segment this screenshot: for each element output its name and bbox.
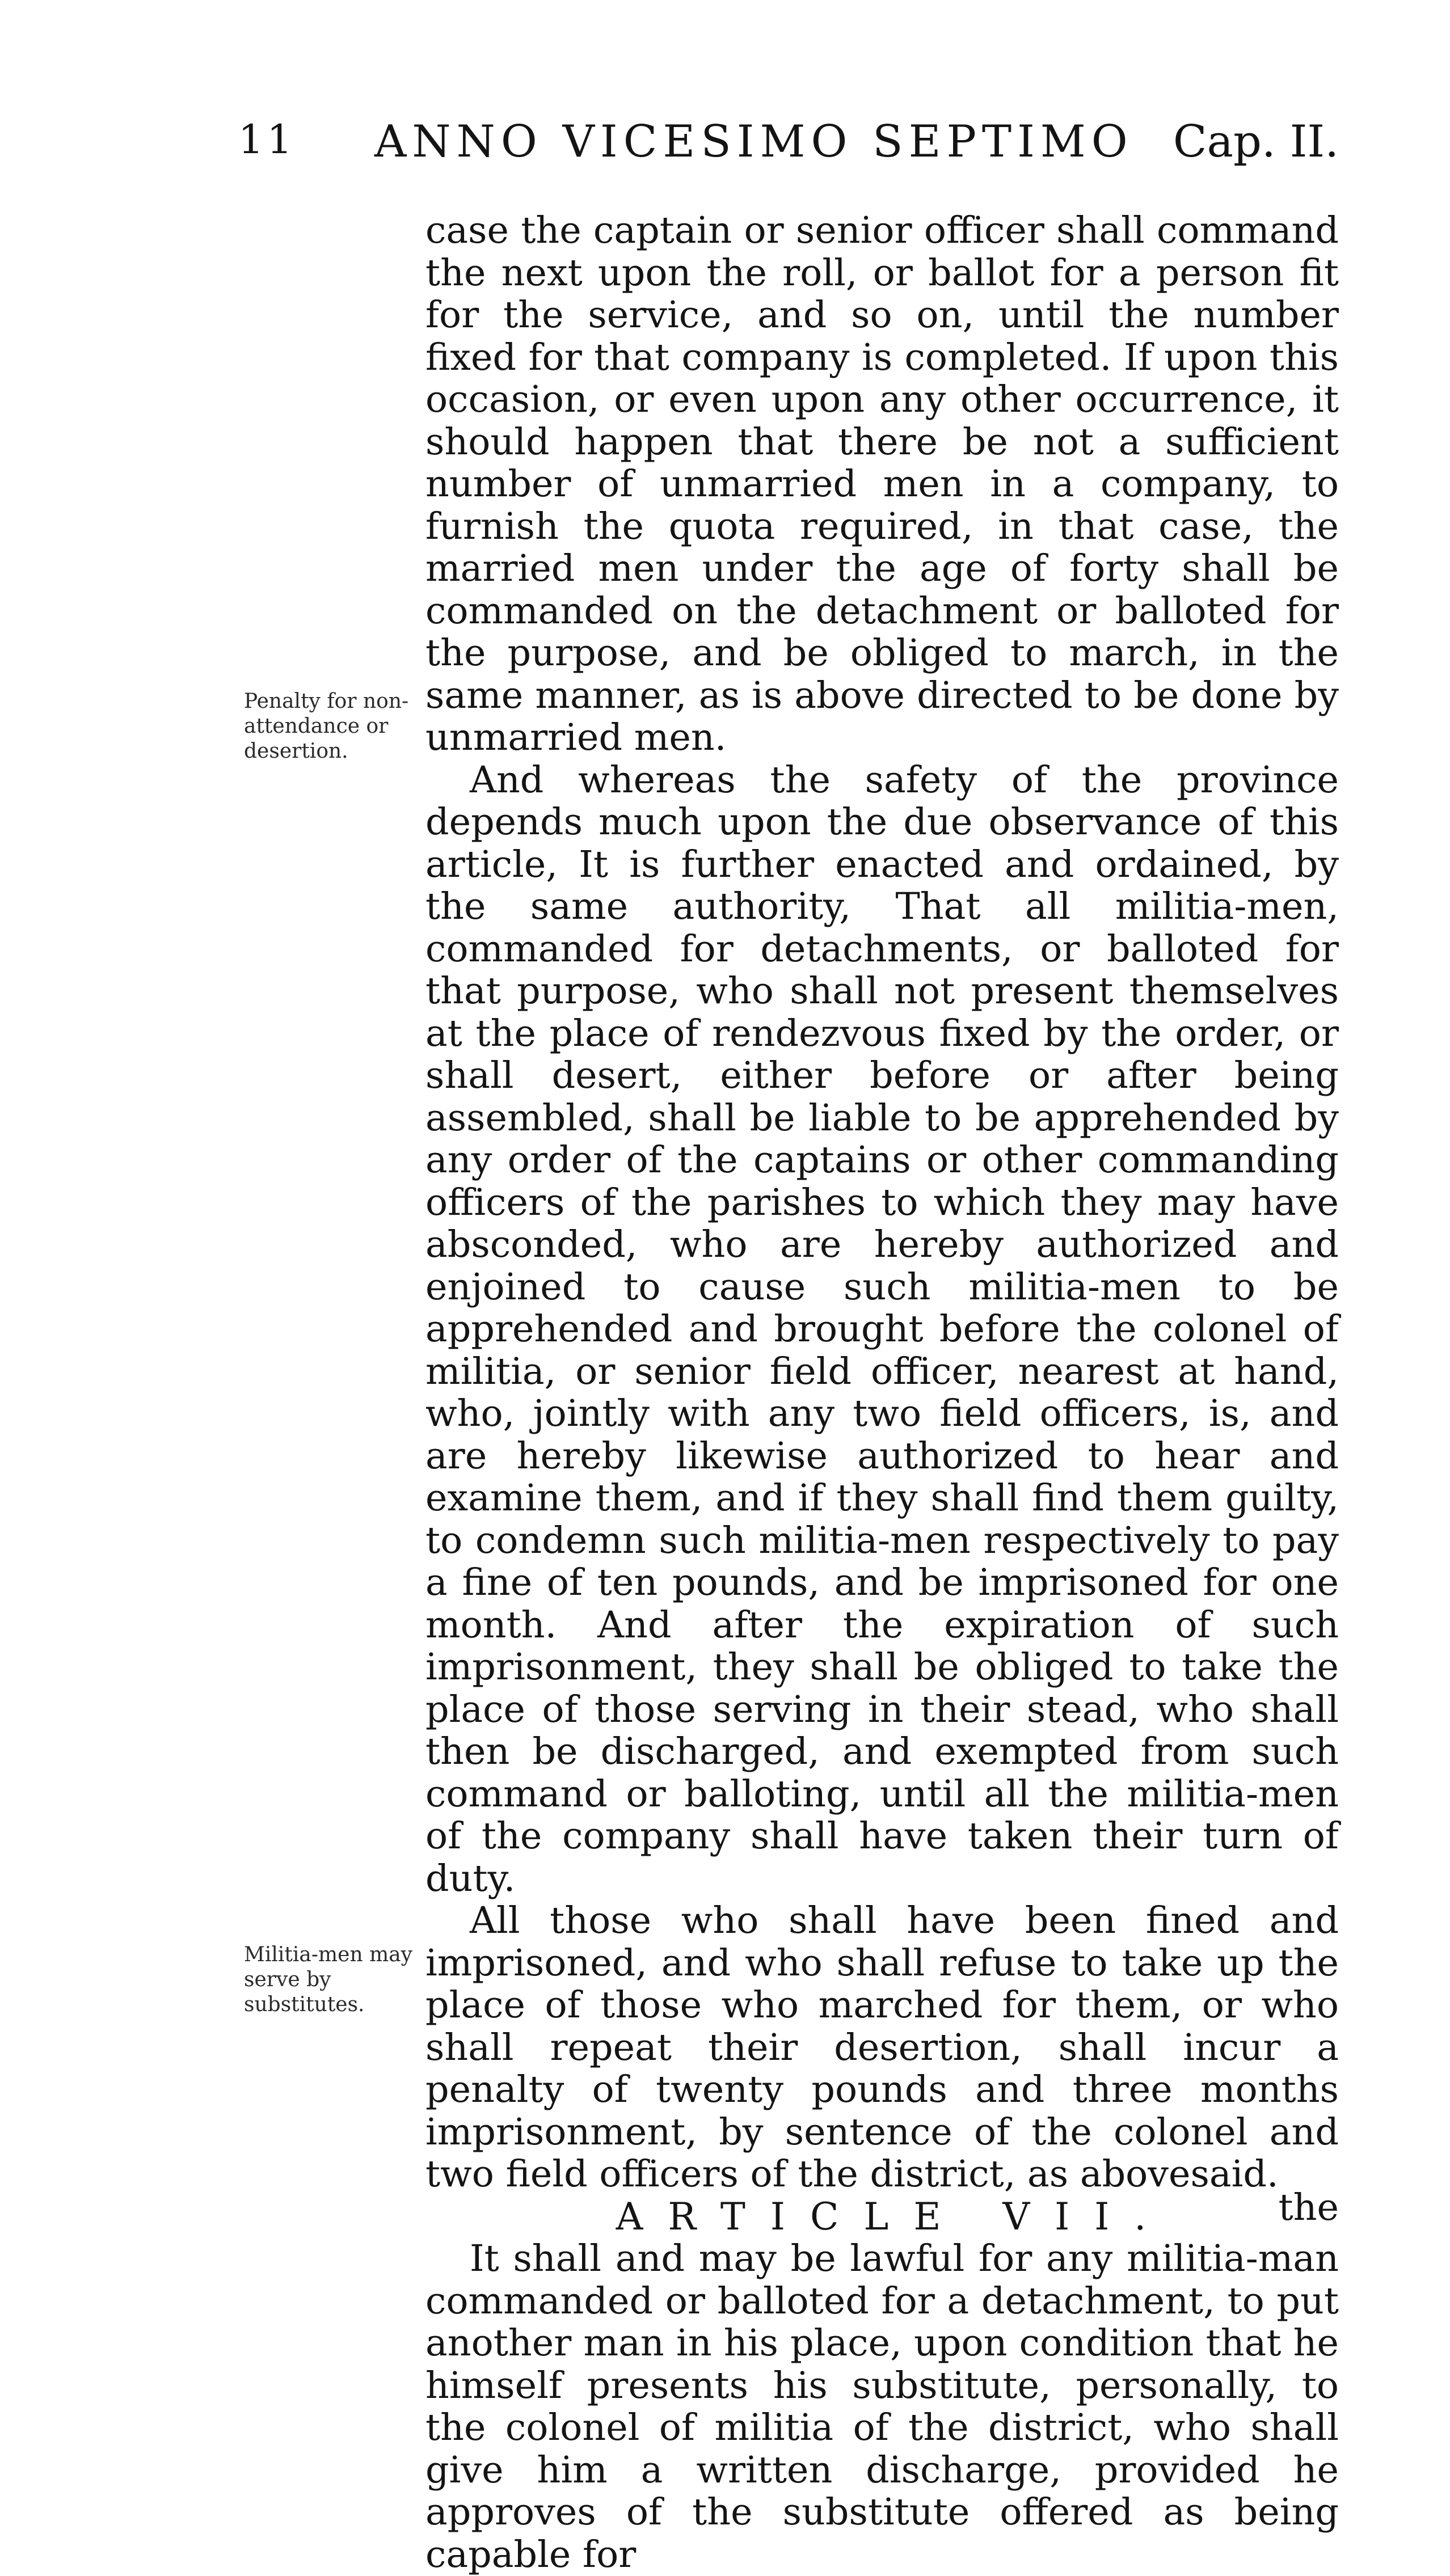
paragraph-continuation: case the captain or senior officer shall command the next upon the roll, or ballot for a person fit for the service, and so on, until the number fixed for that company is completed. If upon this occasion, or even upon any other occurrence, it should happen that there be not a sufficient number of unmarried men in a company, to furnish the quota required, in that case, the married men under the age of forty shall be commanded on the detachment or balloted for the purpose, and be obliged to march, in the same manner, as is above directed to be done by unmarried men. xyxy=(425,209,1339,759)
page-number: 11 xyxy=(238,116,296,163)
marginal-note-penalty: Penalty for non-attendance or desertion. xyxy=(244,690,409,763)
running-title: ANNO VICESIMO SEPTIMO xyxy=(374,116,1133,167)
catchword: the xyxy=(1278,2186,1339,2229)
paragraph-substitutes: It shall and may be lawful for any militia-man commanded or balloted for a detachment, to put another man in his place, upon condition that he himself presents his substitute, personally, to the colonel of militia of the district, who shall give him a written discharge, provided he approves of the substitute offered as being capable for xyxy=(425,2237,1339,2576)
chapter-label: Cap. II. xyxy=(1173,116,1339,167)
article-heading: ARTICLE VII. xyxy=(616,2194,1171,2239)
body-text xyxy=(425,210,1339,2576)
paragraph-refusal: All those who shall have been fined and imprisoned, and who shall refuse to take up the place of those who marched for them, or who shall repeat their desertion, shall incur a penalty of twenty pounds and three months imprisonment, by sentence of the colonel and two field officers of the district, as abovesaid. xyxy=(425,1899,1339,2195)
marginal-note-substitutes: Militia-men may serve by substitutes. xyxy=(244,1943,413,2016)
running-head xyxy=(238,116,1339,167)
paragraph-penalty: And whereas the safety of the province depends much upon the due observance of this article, It is further enacted and ordained, by the same authority, That all militia-men, commanded for detachments, or balloted for that purpose, who shall not present themselves at the place of rendezvous fixed by the order, or shall desert, either before or after being assembled, shall be liable to be apprehended by any order of the captains or other commanding officers of the parishes to which they may have absconded, who are hereby authorized and enjoined to cause such militia-men to be apprehended and brought before the colonel of militia, or senior field officer, nearest at hand, who, jointly with any two field officers, is, and are hereby likewise authorized to hear and examine them, and if they shall find them guilty, to condemn such militia-men respectively to pay a fine of ten pounds, and be imprisoned for one month. And after the expiration of such imprisonment, they shall be obliged to take the place of those serving in their stead, who shall then be discharged, and exempted from such command or balloting, until all the militia-men of the company shall have taken their turn of duty. xyxy=(425,758,1339,1900)
